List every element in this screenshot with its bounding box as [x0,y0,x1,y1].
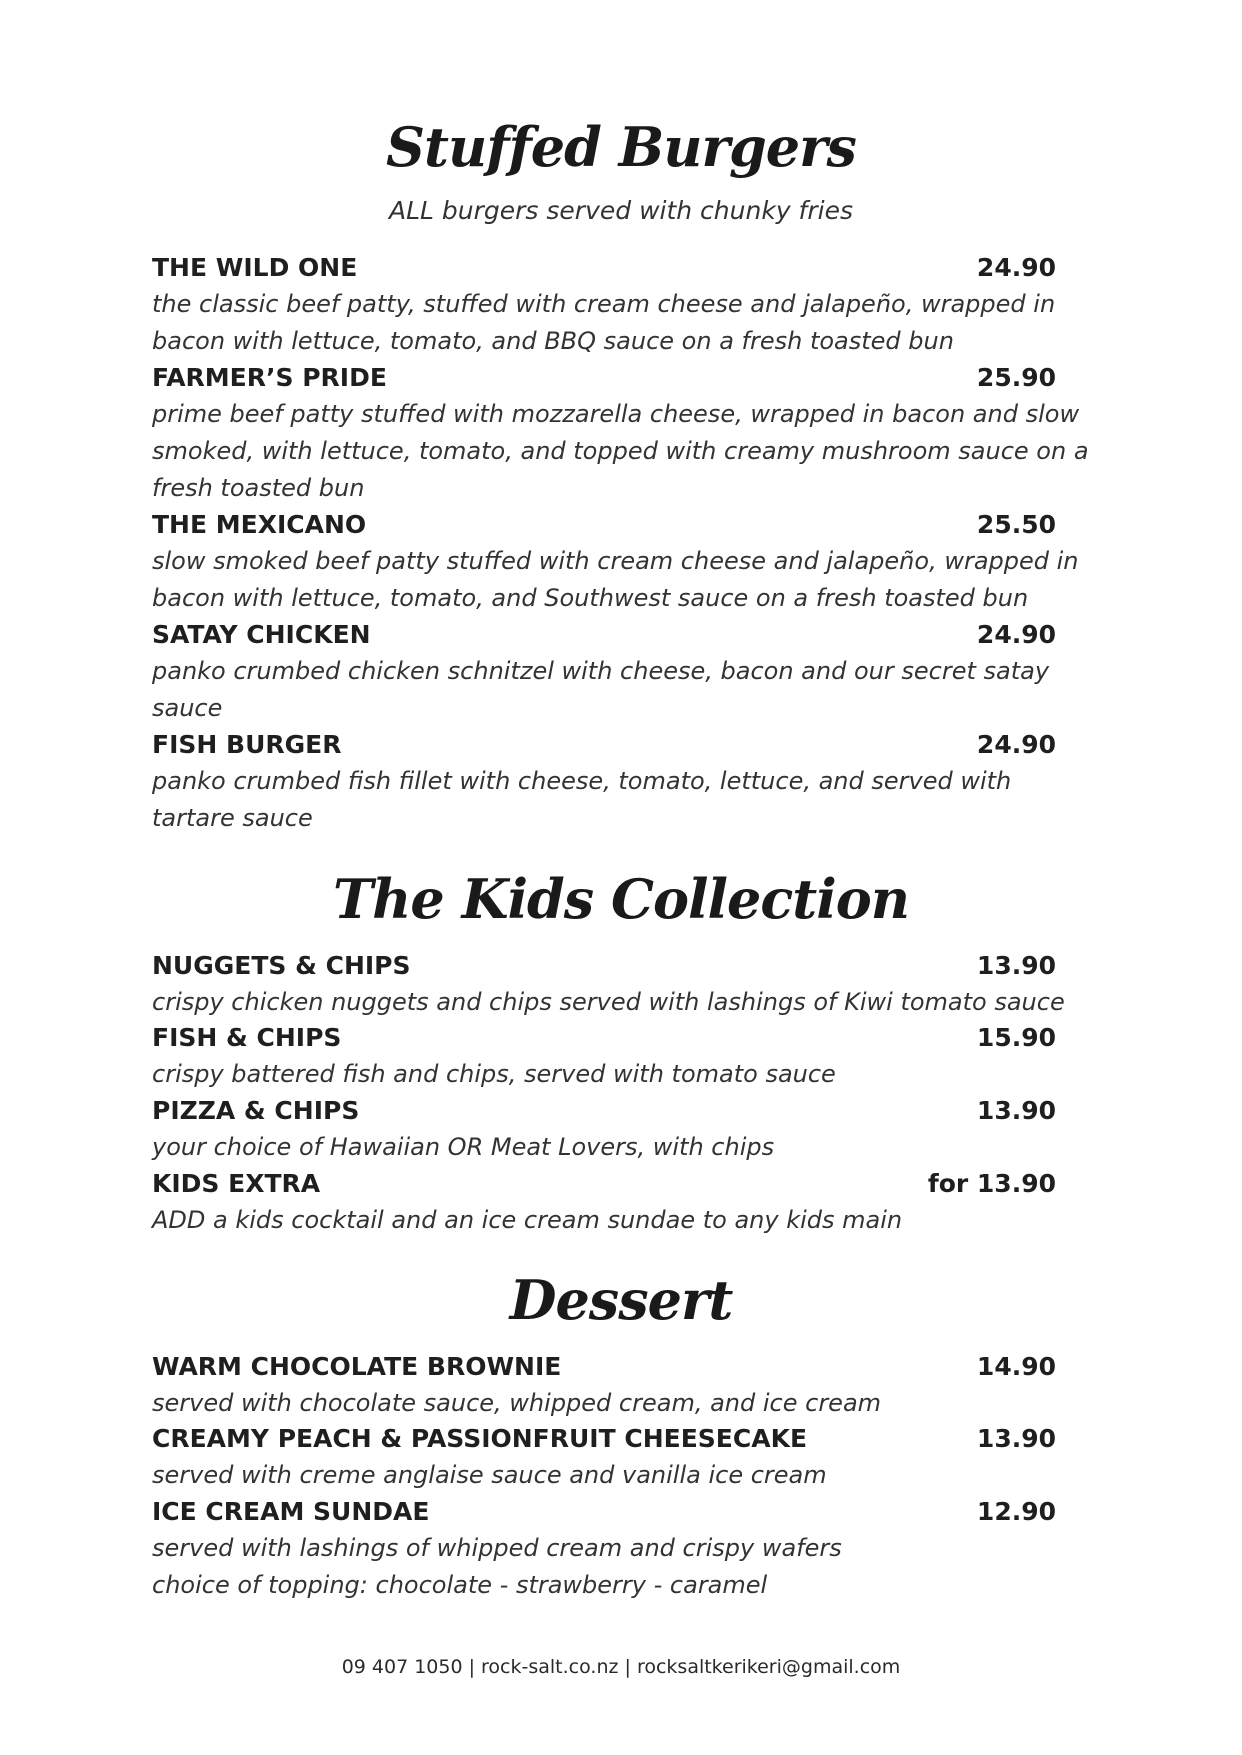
item-description: ADD a kids cocktail and an ice cream sundae to any kids main [152,1206,903,1234]
menu-item-ice-cream-sundae [152,1494,1090,1604]
item-description: the classic beef patty, stuffed with cream cheese and jalapeño, wrapped in bacon with lettuce, tomato, and BBQ sauce on a fresh toasted bun [152,290,1056,355]
item-name: PIZZA & CHIPS [152,1096,360,1125]
menu-item-pizza-chips [152,1093,1090,1166]
footer-contact: 09 407 1050 | rock-salt.co.nz | rocksaltkerikeri@gmail.com [341,1656,901,1678]
item-name: SATAY CHICKEN [152,620,371,649]
item-price: 12.90 [976,1497,1056,1526]
item-price: 14.90 [976,1352,1056,1381]
item-name: WARM CHOCOLATE BROWNIE [152,1352,562,1381]
item-description: served with lashings of whipped cream and crispy wafers [152,1534,842,1562]
item-description: prime beef patty stuffed with mozzarella cheese, wrapped in bacon and slow smoked, with lettuce, tomato, and topped with creamy mushroom sauce on a fresh toasted bun [152,400,1089,502]
item-name: CREAMY PEACH & PASSIONFRUIT CHEESECAKE [152,1424,808,1453]
item-description: panko crumbed fish fillet with cheese, tomato, lettuce, and served with tartare sauce [152,767,1012,832]
section-title-burgers: Stuffed Burgers [386,115,856,179]
item-price: 24.90 [976,253,1056,282]
item-description: served with chocolate sauce, whipped cream, and ice cream [152,1389,882,1417]
menu-item-the-mexicano [152,507,1090,617]
item-price: 13.90 [976,1424,1056,1453]
item-description: crispy chicken nuggets and chips served with lashings of Kiwi tomato sauce [152,988,1065,1016]
item-name: FARMER’S PRIDE [152,363,387,392]
menu-item-the-wild-one [152,250,1090,360]
item-price: 24.90 [976,730,1056,759]
item-price: 13.90 [976,951,1056,980]
item-description: crispy battered fish and chips, served with tomato sauce [152,1060,836,1088]
menu-item-satay-chicken [152,617,1090,727]
menu-item-farmers-pride [152,360,1090,507]
item-price: 25.90 [976,363,1056,392]
menu-item-chocolate-brownie [152,1349,1090,1422]
section-title-kids: The Kids Collection [332,867,909,931]
item-description: served with creme anglaise sauce and vanilla ice cream [152,1461,827,1489]
item-description: slow smoked beef patty stuffed with cream cheese and jalapeño, wrapped in bacon with lettuce, tomato, and Southwest sauce on a fresh toasted bun [152,547,1079,612]
menu-item-kids-extra [152,1166,1090,1239]
item-price: 24.90 [976,620,1056,649]
item-name: THE MEXICANO [152,510,367,539]
section-subtitle-burgers: ALL burgers served with chunky fries [389,196,853,225]
item-name: NUGGETS & CHIPS [152,951,411,980]
menu-item-fish-chips [152,1020,1090,1093]
item-name: FISH & CHIPS [152,1023,342,1052]
item-price: for 13.90 [927,1169,1056,1198]
menu-item-peach-passionfruit-cheesecake [152,1421,1090,1494]
item-name: ICE CREAM SUNDAE [152,1497,430,1526]
item-price: 25.50 [976,510,1056,539]
item-price: 13.90 [976,1096,1056,1125]
menu-item-fish-burger [152,727,1090,837]
item-name: KIDS EXTRA [152,1169,321,1198]
item-topping-choice: choice of topping: chocolate - strawberry - caramel [152,1571,768,1599]
menu-item-nuggets-chips [152,948,1090,1021]
item-description: your choice of Hawaiian OR Meat Lovers, with chips [152,1133,775,1161]
item-name: FISH BURGER [152,730,342,759]
section-title-dessert: Dessert [509,1268,733,1332]
item-price: 15.90 [976,1023,1056,1052]
item-description: panko crumbed chicken schnitzel with cheese, bacon and our secret satay sauce [152,657,1050,722]
item-name: THE WILD ONE [152,253,358,282]
